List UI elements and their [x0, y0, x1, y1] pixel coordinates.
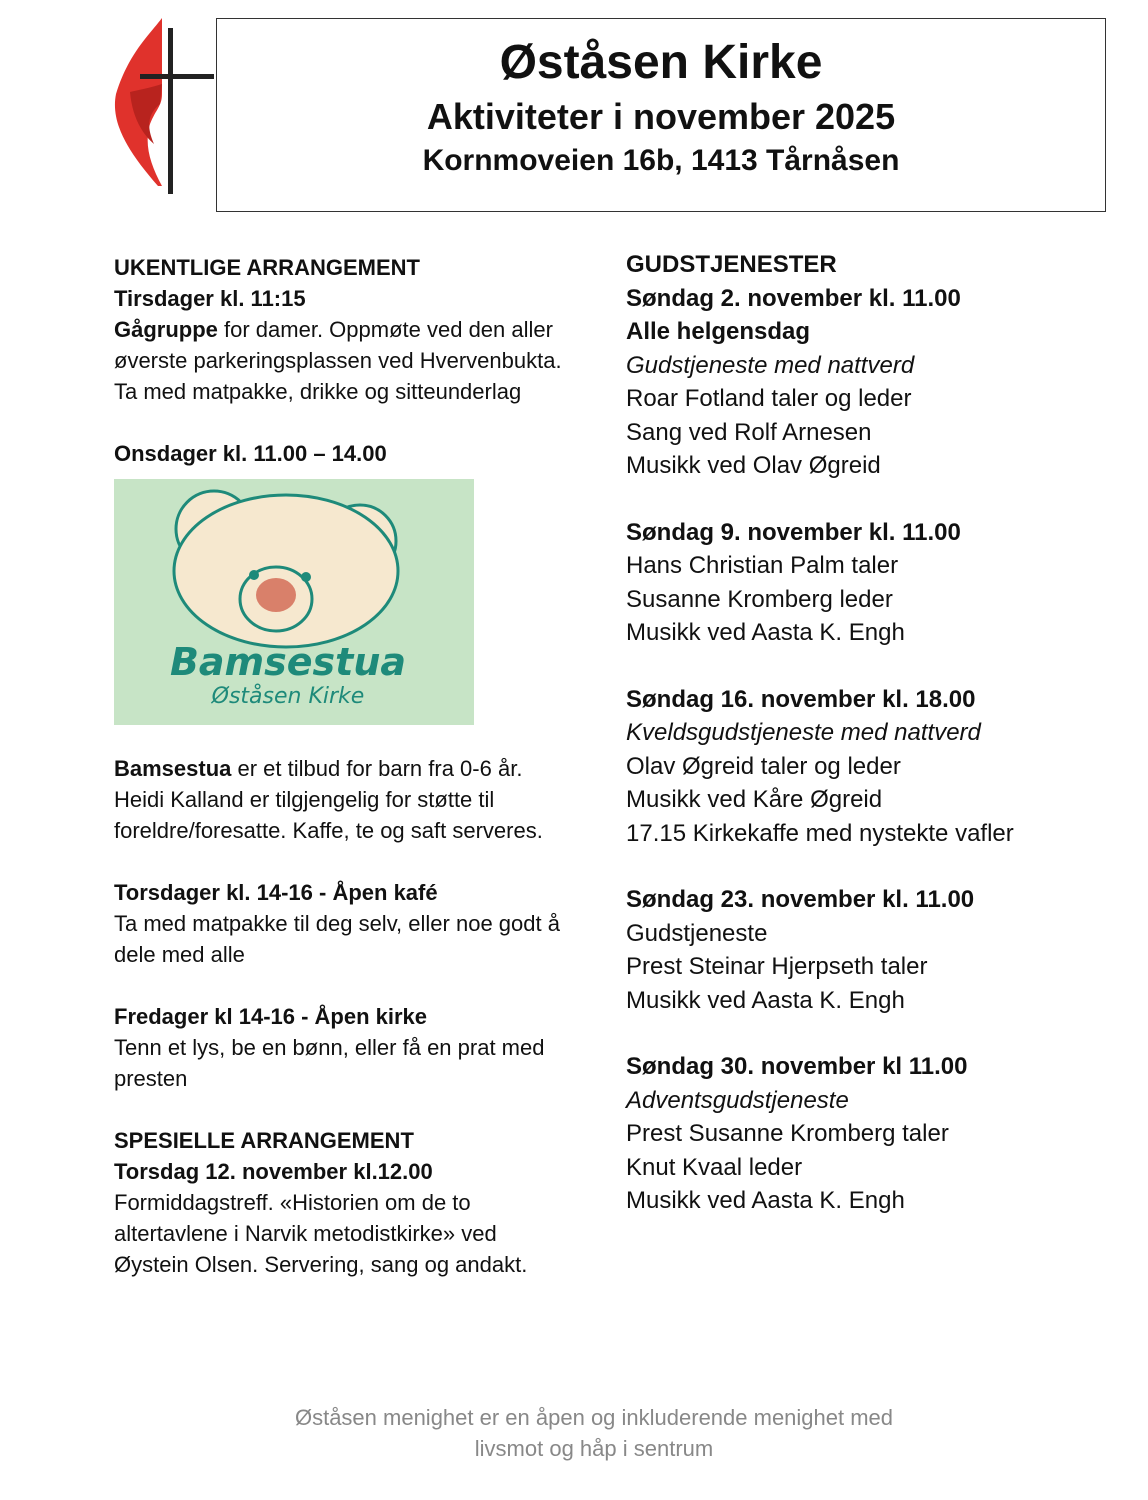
service-1-name: Alle helgensdag	[626, 318, 811, 345]
service-4-date: Søndag 23. november kl. 11.00	[626, 886, 975, 913]
service-5-type: Adventsgudstjeneste	[626, 1086, 849, 1114]
bamsestua-name: Bamsestua	[114, 756, 232, 781]
service-3-date: Søndag 16. november kl. 18.00	[626, 685, 976, 713]
service-5-date: Søndag 30. november kl 11.00	[626, 1053, 968, 1080]
service-1-type: Gudstjeneste med nattverd	[626, 351, 915, 379]
special-text: Formiddagstreff. «Historien om de to altertavlene i Narvik metodistkirke» ved Øystein Olsen. Servering, sang og andakt.	[114, 1190, 528, 1277]
service-1-line: Roar Fotland taler og leder	[626, 385, 912, 412]
friday-time: Fredager kl 14-16 - Åpen kirke	[114, 1004, 428, 1029]
footer-tagline	[0, 1402, 1148, 1464]
service-5-line: Musikk ved Aasta K. Engh	[626, 1187, 905, 1214]
service-3-line: 17.15 Kirkekaffe med nystekte vafler	[626, 819, 1014, 847]
bamsestua-logo-title: Bamsestua	[169, 640, 407, 684]
wednesday-time: Onsdager kl. 11.00 – 14.00	[114, 441, 387, 466]
service-2-line: Musikk ved Aasta K. Engh	[626, 619, 905, 646]
service-4-line: Prest Steinar Hjerpseth taler	[626, 953, 928, 980]
header-box	[216, 18, 1106, 212]
service-1-line: Sang ved Rolf Arnesen	[626, 418, 872, 446]
tuesday-text: for damer. Oppmøte ved den aller øverste parkeringsplassen ved Hvervenbukta. Ta med matpakke, drikke og sitteunderlag	[114, 317, 562, 404]
thursday-text: Ta med matpakke til deg selv, eller noe godt å dele med alle	[114, 911, 560, 967]
bamsestua-logo-subtitle: Øståsen Kirke	[211, 684, 365, 709]
service-1-date: Søndag 2. november kl. 11.00	[626, 284, 961, 312]
service-5-line: Knut Kvaal leder	[626, 1153, 803, 1181]
service-5-line: Prest Susanne Kromberg taler	[626, 1120, 949, 1147]
services-column	[626, 248, 1096, 1218]
page-subtitle: Aktiviteter i november 2025	[426, 96, 896, 137]
tuesday-description	[114, 314, 574, 407]
service-3-line: Musikk ved Kåre Øgreid	[626, 786, 883, 813]
service-3-line: Olav Øgreid taler og leder	[626, 752, 901, 780]
weekly-column	[114, 252, 574, 1280]
service-1-line: Musikk ved Olav Øgreid	[626, 452, 881, 479]
bamsestua-logo	[114, 479, 474, 725]
service-3-type: Kveldsgudstjeneste med nattverd	[626, 719, 981, 746]
tuesday-time: Tirsdager kl. 11:15	[114, 286, 306, 311]
service-2-date: Søndag 9. november kl. 11.00	[626, 518, 961, 546]
weekly-heading: UKENTLIGE ARRANGEMENT	[114, 255, 420, 280]
bamsestua-description	[114, 753, 574, 846]
tuesday-activity: Gågruppe	[114, 317, 218, 342]
footer-line-1: Øståsen menighet er en åpen og inkluderende menighet med	[294, 1405, 894, 1430]
footer-line-2: livsmot og håp i sentrum	[474, 1436, 714, 1461]
page-title: Øståsen Kirke	[499, 36, 823, 89]
service-2-line: Susanne Kromberg leder	[626, 585, 893, 613]
church-address: Kornmoveien 16b, 1413 Tårnåsen	[422, 144, 900, 177]
service-4-line: Musikk ved Aasta K. Engh	[626, 986, 905, 1014]
services-heading: GUDSTJENESTER	[626, 251, 837, 278]
bamsestua-text: er et tilbud for barn fra 0-6 år. Heidi Kalland er tilgjengelig for støtte til foreldre/foresatte. Kaffe, te og saft serveres.	[114, 756, 543, 843]
thursday-time: Torsdager kl. 14-16 - Åpen kafé	[114, 880, 438, 905]
special-time: Torsdag 12. november kl.12.00	[114, 1159, 433, 1184]
service-2-line: Hans Christian Palm taler	[626, 552, 899, 579]
friday-text: Tenn et lys, be en bønn, eller få en prat med presten	[114, 1035, 545, 1091]
cross-flame-logo	[110, 14, 220, 194]
service-4-line: Gudstjeneste	[626, 919, 768, 947]
special-heading: SPESIELLE ARRANGEMENT	[114, 1128, 414, 1153]
